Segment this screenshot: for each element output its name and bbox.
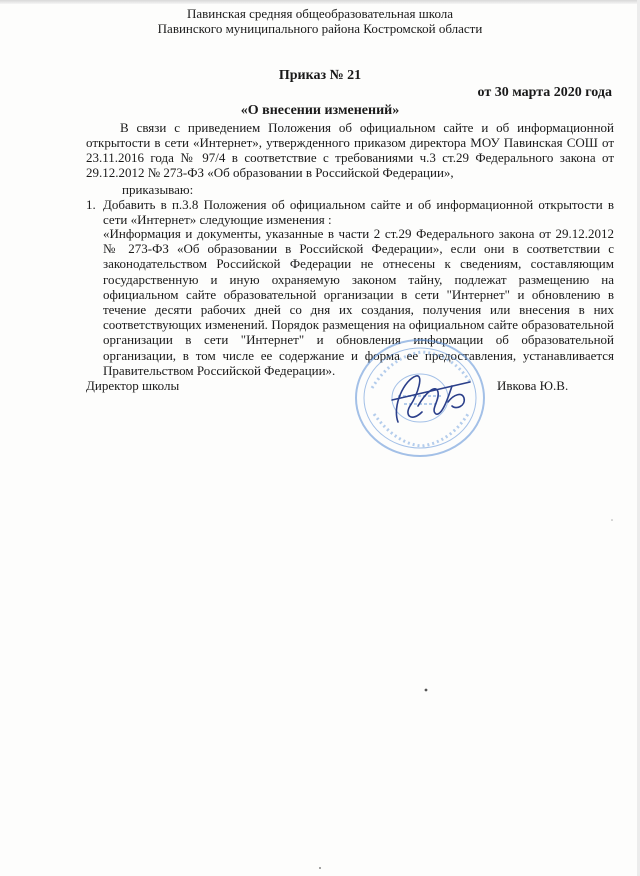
order-date: от 30 марта 2020 года — [477, 85, 612, 100]
signatory-name: Ивкова Ю.В. — [497, 378, 569, 393]
list-item-text: Добавить в п.3.8 Положения об официальном сайте и об информационной открытости в сети «Интернет» следующие изменения : — [103, 197, 614, 227]
school-name: Павинская средняя общеобразовательная школа — [186, 6, 454, 21]
order-title: Приказ № 21 — [278, 68, 362, 83]
intro-paragraph: В связи с приведением Положения об официальном сайте и об информационной открытости в сети «Интернет», утвержденного приказом директора МОУ Павинская СОШ от 23.11.2016 года № 97/4 в соответствие с требованиями ч.3 ст.29 Федерального закона от 29.12.2012 № 273-ФЗ «Об образовании в Российской Федерации», — [86, 120, 614, 180]
amendment-quote: «Информация и документы, указанные в части 2 ст.29 Федерального закона от 29.12.2012 № 273-ФЗ «Об образовании в Российской Федерации», если они в соответствии с законодательством Российской Федерации не отнесены к сведениям, составляющим государственную и иную охраняемую законом тайну, подлежат размещению на официальном сайте образовательной организации в сети "Интернет" и обновлению в течение десяти рабочих дней со дня их создания, получения или внесения в них соответствующих изменений. Порядок размещения на официальном сайте образовательной организации в сети "Интернет" и обновления информации об образовательной организации, в том числе ее содержание и форма ее предоставления, устанавливается Правительством Российской Федерации». — [103, 226, 614, 378]
signatory-position: Директор школы — [86, 378, 180, 393]
list-item-number: 1. — [86, 197, 96, 212]
school-district: Павинского муниципального района Костромской области — [157, 21, 483, 36]
order-subject: «О внесении изменений» — [240, 103, 400, 118]
decree-word: приказываю: — [122, 182, 194, 197]
